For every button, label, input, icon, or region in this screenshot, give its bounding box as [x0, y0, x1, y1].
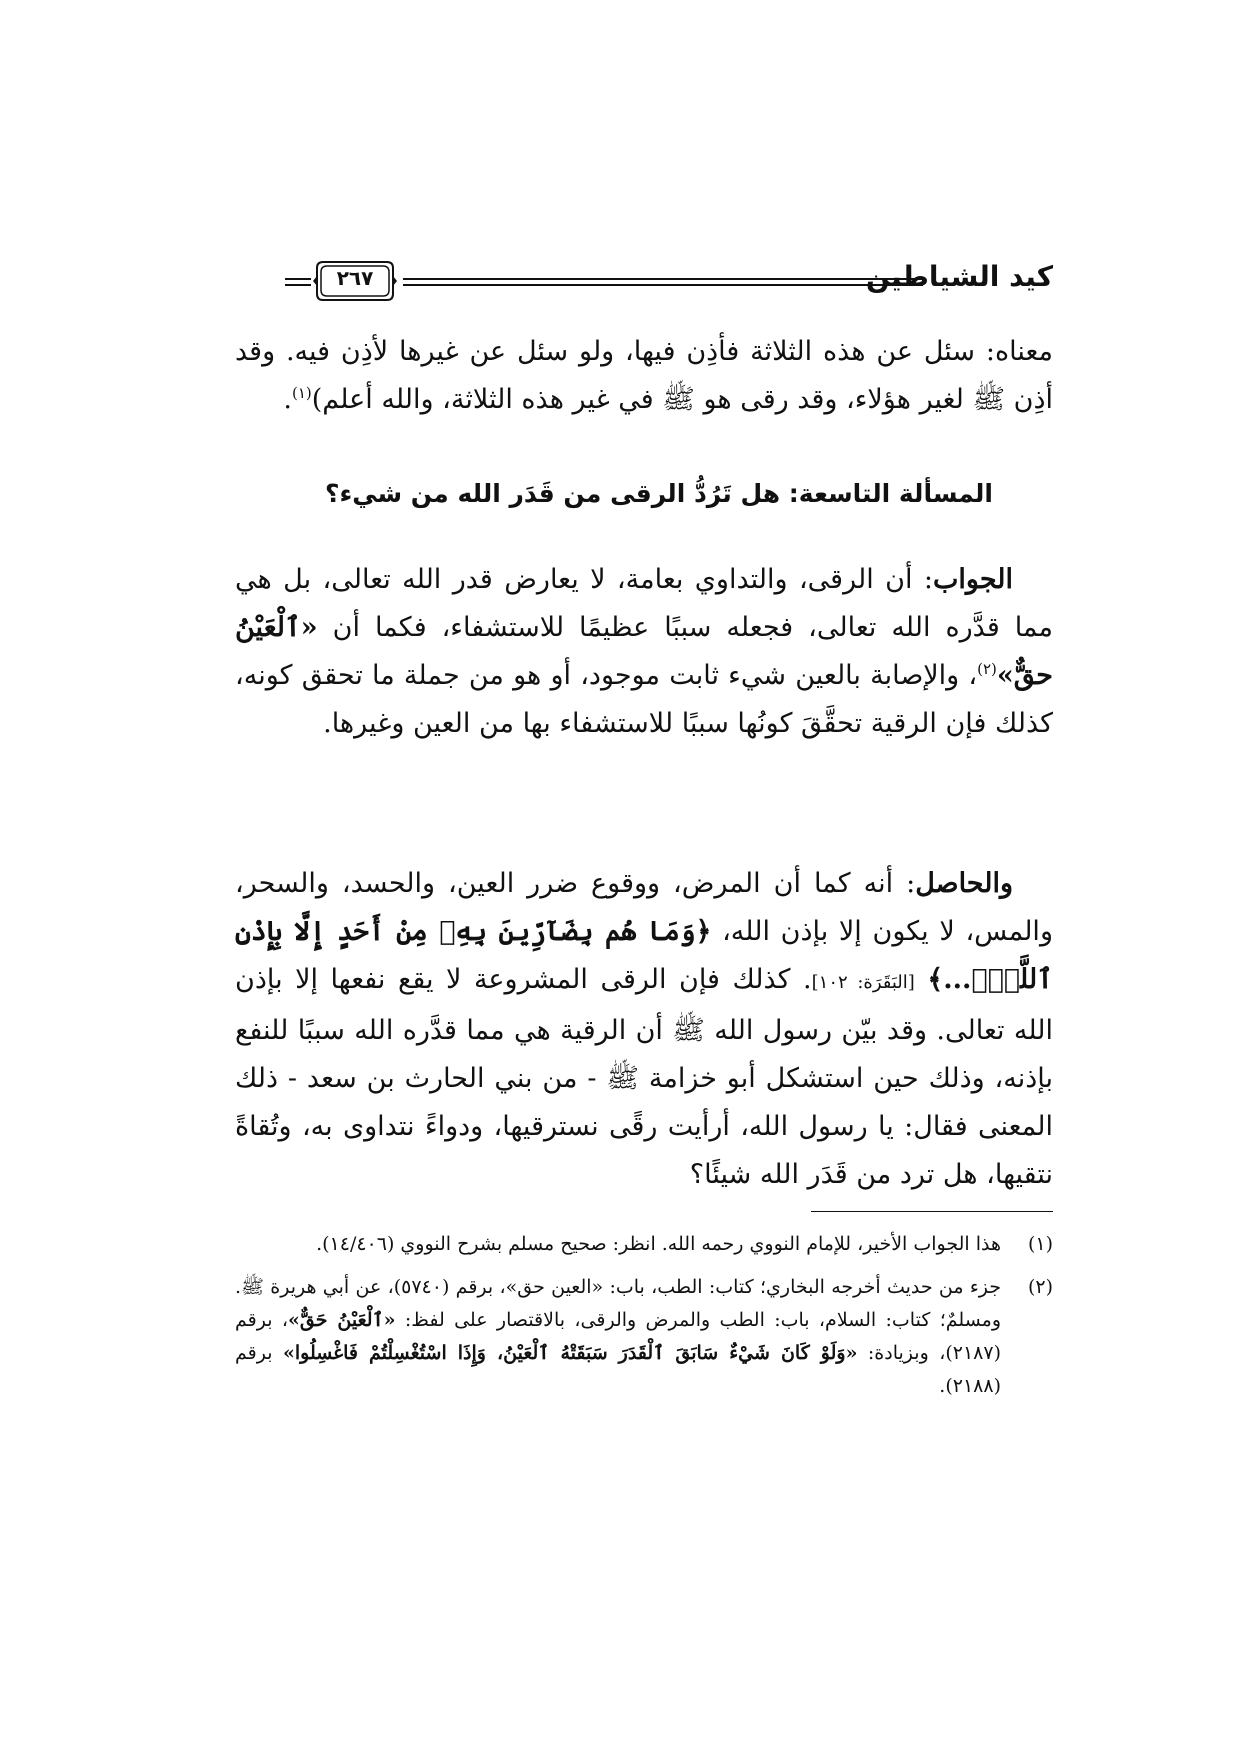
section-heading: المسألة التاسعة: هل تَرُدُّ الرقى من قَدَر الله من شيء؟	[324, 479, 993, 508]
header-title: كيد الشياطين	[865, 260, 1053, 293]
footnote-bold-a: «ٱلْعَيْنُ حَقٌّ»	[287, 1309, 396, 1331]
footnote-ref-2: (٢)	[977, 660, 997, 678]
footnote-text-c: برقم (٢١٨٨).	[235, 1342, 1001, 1397]
paragraph-2-lead: الجواب	[932, 564, 1013, 595]
header-rule-top	[403, 278, 923, 280]
header-rule-left-top	[285, 278, 311, 280]
footnote-text: هذا الجواب الأخير، للإمام النووي رحمه الله. انظر: صحيح مسلم بشرح النووي (١٤/٤٠٦).	[316, 1233, 1001, 1255]
footnote-separator	[811, 1211, 1053, 1212]
paragraph-2-text-a: : أن الرقى، والتداوي بعامة، لا يعارض قدر الله تعالى، بل هي مما قدَّره الله تعالى، فجعله سببًا عظيمًا للاستشفاء، فكما أن	[235, 564, 1053, 643]
footnote-2	[235, 1271, 1053, 1403]
header-rule-bottom	[403, 284, 923, 286]
paragraph-2-text-b: ، والإصابة بالعين شيء ثابت موجود، أو هو من جملة ما تحقق كونه، كذلك فإن الرقية تحقَّقَ كونُها سببًا للاستشفاء بها من العين وغيرها.	[235, 660, 1053, 739]
verse-reference: [البَقَرَة: ١٠٢]	[811, 972, 915, 993]
paragraph-3-text-a: : أنه كما أن المرض، ووقوع ضرر العين، والحسد، والسحر، والمس، لا يكون إلا بإذن الله،	[235, 868, 1053, 947]
paragraph-3-text-b: . كذلك فإن الرقى المشروعة لا يقع نفعها إلا بإذن الله تعالى. وقد بيّن رسول الله ﷺ أن الرقية هي مما قدَّره الله سببًا للنفع بإذنه، وذلك حين استشكل أبو خزامة ﷺ - من بني الحارث بن سعد - ذلك المعنى فقال: يا رسول الله، أرأيت رقًى نسترقيها، ودواءً نتداوى به، وتُقاةً نتقيها، هل ترد من قَدَر الله شيئًا؟	[235, 964, 1053, 1190]
footnote-bold-b: «وَلَوْ كَانَ شَيْءٌ سَابَقَ ٱلْقَدَرَ سَبَقَتْهُ ٱلْعَيْنُ، وَإِذَا اسْتُغْسِلْتُمْ فَاغْسِلُوا»	[282, 1342, 858, 1364]
paragraph-1-text: معناه: سئل عن هذه الثلاثة فأذِن فيها، ولو سئل عن غيرها لأذِن فيه. وقد أذِن ﷺ لغير هؤلاء، وقد رقى هو ﷺ في غير هذه الثلاثة، والله أعلم)	[235, 336, 1053, 415]
footnote-text-a: جزء من حديث أخرجه البخاري؛ كتاب: الطب، باب: «العين حق»، برقم (٥٧٤٠)، عن أبي هريرة ﷺ. ومسلمٌ؛ كتاب: السلام، باب: الطب والمرض والرقى، بالاقتصار على لفظ:	[235, 1276, 1002, 1331]
footnote-number: (١)	[1027, 1233, 1053, 1255]
hadith-quote: «ٱلْعَيْنُ حقٌّ»	[235, 612, 1053, 691]
page-number: ٢٦٧	[336, 266, 374, 290]
paragraph-1	[235, 328, 1053, 424]
paragraph-2	[235, 556, 1053, 748]
footnote-ref-1: (١)	[291, 384, 312, 402]
footnote-text-b: ، برقم (٢١٨٧)، وبزيادة:	[235, 1309, 1002, 1364]
running-header	[285, 252, 1053, 308]
quran-verse: ﴿وَمَا هُم بِضَآرِّينَ بِهِۦ مِنْ أَحَدٍ إِلَّا بِإِذْنِ ٱللَّهِۚ...﴾	[235, 916, 1053, 995]
footnote-1	[235, 1228, 1053, 1261]
page-number-frame	[313, 258, 397, 304]
footnote-number: (٢)	[1027, 1276, 1053, 1298]
paragraph-3-lead: والحاصل	[915, 868, 1013, 899]
footnotes	[235, 1228, 1053, 1413]
paragraph-1-end: .	[283, 384, 292, 415]
header-rule-left-bottom	[285, 284, 311, 286]
paragraph-3	[235, 860, 1053, 1199]
